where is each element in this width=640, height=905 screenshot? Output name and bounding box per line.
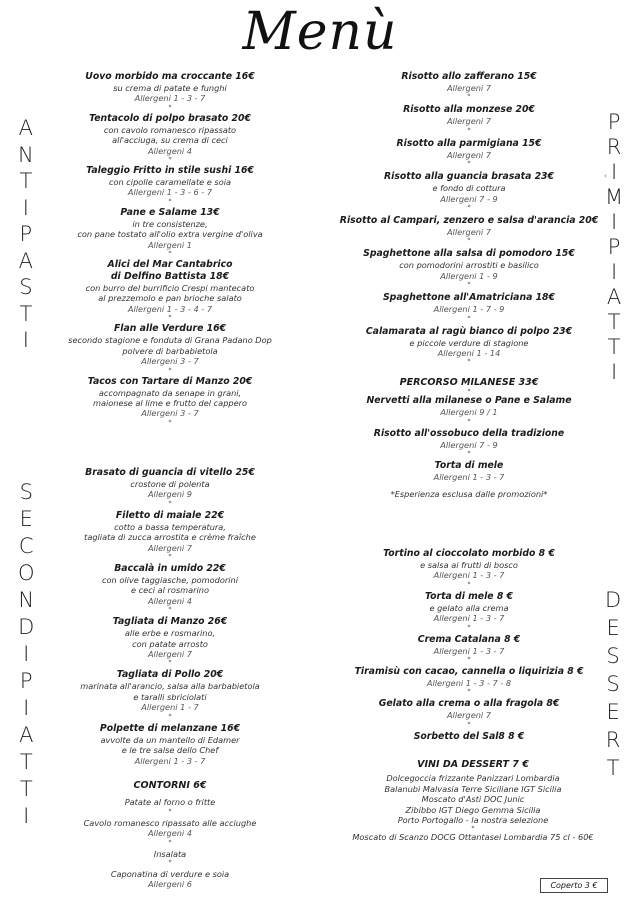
- dish-name: Spaghettone all'Amatriciana 18€: [382, 292, 555, 304]
- allergens-text: Allergeni 7: [446, 710, 492, 721]
- label-letter: N: [18, 588, 35, 612]
- allergens-text: Allergeni 1 - 7 - 9: [433, 304, 505, 315]
- menu-item: [335, 171, 603, 211]
- dish-name: Nervetti alla milanese o Pane e Salame: [366, 395, 572, 407]
- separator-star: *: [168, 553, 172, 561]
- dessert-list: [335, 548, 603, 746]
- separator-star: *: [467, 623, 471, 631]
- separator-star: *: [168, 659, 172, 667]
- allergens-text: Allergeni 7 - 9: [440, 439, 498, 450]
- label-letter: T: [607, 335, 621, 359]
- dish-description: marinata all'arancio, salsa alla barbabietola: [80, 681, 260, 692]
- menu-item: [335, 292, 603, 321]
- label-letter: R: [605, 728, 621, 752]
- wine-item: Moscato d'Asti DOC Junic: [421, 794, 525, 805]
- antipasti-list: [40, 71, 300, 428]
- allergens-text: Allergeni 7 - 9: [440, 193, 498, 204]
- wine-item: Porto Portogallo - la nostra selezione: [397, 815, 549, 826]
- menu-item: [40, 723, 300, 766]
- separator-star: *: [168, 250, 172, 258]
- allergens-text: Allergeni 1 - 7: [141, 702, 199, 713]
- dish-name: Baccalà in umido 22€: [114, 563, 226, 575]
- dish-description: maionese al lime e frutto del cappero: [92, 397, 247, 408]
- label-letter: T: [19, 301, 33, 326]
- separator-star: *: [168, 712, 172, 720]
- separator-star: *: [467, 237, 471, 245]
- separator-star: *: [168, 859, 172, 867]
- menu-item: [40, 165, 300, 205]
- allergens-text: Allergeni 1 - 9: [440, 270, 498, 281]
- dish-description: e piccole verdure di stagione: [409, 337, 529, 348]
- side-name: Cavolo romanesco ripassato alle acciughe: [83, 817, 257, 828]
- side-item: [40, 849, 300, 866]
- allergens-text: Allergeni 1 - 3 - 7: [134, 93, 206, 104]
- side-name: Insalata: [153, 848, 187, 859]
- allergens-text: Allergeni 6: [147, 879, 193, 890]
- label-letter: T: [607, 310, 621, 334]
- separator-star: *: [168, 807, 172, 815]
- label-letter: E: [606, 700, 620, 724]
- separator-star: *: [467, 580, 471, 588]
- dish-description: e ceci al rosmarino: [131, 585, 209, 596]
- dish-name: Risotto al Campari, zenzero e salsa d'arancia 20€: [339, 215, 599, 227]
- menu-item: [335, 395, 603, 424]
- separator-star: *: [168, 103, 172, 111]
- label-letter: A: [18, 116, 34, 140]
- dish-description: con cavolo romanesco ripassato: [103, 124, 237, 135]
- section-label-primi-piatti: [605, 112, 623, 383]
- dish-description: con pomodorini arrostiti e basilico: [399, 260, 539, 271]
- label-letter: D: [605, 588, 622, 612]
- dish-name: Risotto alla guancia brasata 23€: [384, 171, 554, 183]
- dish-description: con patate arrosto: [132, 638, 208, 649]
- allergens-text: Allergeni 1: [147, 239, 193, 250]
- dish-description: e le tre salse dello Chef: [121, 745, 219, 756]
- dish-name: Tagliata di Manzo 26€: [112, 616, 228, 628]
- allergens-text: Allergeni 7: [446, 116, 492, 127]
- menu-item: [40, 376, 300, 426]
- menu-item: [335, 460, 603, 482]
- secondi-list: [40, 467, 300, 769]
- dish-name: Risotto alla parmigiana 15€: [396, 137, 542, 149]
- dish-name: Tiramisù con cacao, cannella o liquirizia 8 €: [354, 666, 584, 678]
- menu-item: [335, 104, 603, 133]
- label-letter: I: [22, 195, 29, 220]
- separator-star: *: [467, 160, 471, 168]
- side-name: Caponatina di verdure e soia: [110, 869, 230, 880]
- separator-star: *: [168, 838, 172, 846]
- dish-name: Tagliata di Pollo 20€: [116, 669, 224, 681]
- label-letter: I: [23, 696, 30, 720]
- dish-description: e fondo di cottura: [432, 183, 506, 194]
- dish-name: Calamarata al ragù bianco di polpo 23€: [365, 325, 573, 337]
- separator-star: *: [467, 126, 471, 134]
- dish-description: secondo stagione e fonduta di Grana Padano Dop: [68, 335, 272, 346]
- menu-item: [40, 510, 300, 560]
- dish-description: e salsa ai frutti di bosco: [420, 560, 518, 570]
- menu-item: [40, 259, 300, 321]
- label-letter: S: [19, 275, 33, 299]
- label-letter: I: [610, 260, 618, 284]
- side-item: [40, 797, 300, 814]
- dish-name: Spaghettone alla salsa di pomodoro 15€: [363, 248, 575, 260]
- menu-item: [40, 467, 300, 507]
- separator-star: *: [467, 688, 471, 696]
- allergens-text: Allergeni 7: [446, 83, 492, 93]
- allergens-text: Allergeni 1 - 3 - 7: [433, 570, 505, 581]
- dish-name: Sorbetto del Sal8 8 €: [413, 730, 525, 742]
- wines-title: VINI DA DESSERT 7 €: [417, 759, 529, 770]
- stray-mark: ‹: [604, 172, 607, 180]
- allergens-text: Allergeni 3 - 7: [141, 408, 199, 419]
- allergens-text: Allergeni 1 - 3 - 4 - 7: [127, 303, 213, 314]
- side-name: Patate al forno o fritte: [124, 797, 216, 808]
- label-letter: E: [606, 616, 620, 640]
- dish-description: e taralli sbriciolati: [133, 691, 207, 702]
- dish-description: alle erbe e rosmarino,: [124, 628, 216, 639]
- label-letter: I: [610, 160, 618, 184]
- label-letter: S: [19, 480, 33, 504]
- allergens-text: Allergeni 1 - 3 - 7: [433, 472, 505, 483]
- contorni-list: [40, 781, 300, 893]
- menu-item: [335, 591, 603, 631]
- allergens-text: Allergeni 1 - 3 - 6 - 7: [127, 187, 213, 198]
- dish-name: Torta di mele 8 €: [424, 590, 514, 602]
- allergens-text: Allergeni 9: [147, 489, 193, 500]
- dish-name: Tortino al cioccolato morbido 8 €: [383, 548, 555, 559]
- wine-item: Dolcegoccia frizzante Panizzari Lombardia: [386, 773, 560, 784]
- separator-star: *: [467, 720, 471, 728]
- label-letter: P: [19, 222, 33, 246]
- label-letter: M: [605, 185, 624, 209]
- allergens-text: Allergeni 7: [147, 542, 193, 553]
- menu-item: [40, 563, 300, 613]
- separator-star: *: [467, 450, 471, 458]
- dish-name: Uovo morbido ma croccante 16€: [85, 71, 255, 82]
- separator-star: *: [467, 388, 471, 396]
- separator-star: *: [467, 314, 471, 322]
- label-letter: D: [18, 615, 35, 639]
- menu-item: [335, 138, 603, 167]
- allergens-text: Allergeni 9 / 1: [440, 407, 498, 418]
- allergens-text: Allergeni 1 - 3 - 7 - 8: [426, 678, 512, 689]
- menu-item: [40, 71, 300, 111]
- menu-item: [335, 731, 603, 743]
- dish-description: con olive taggiasche, pomodorini: [102, 575, 238, 586]
- dish-name: Risotto allo zafferano 15€: [401, 71, 537, 82]
- label-letter: S: [606, 672, 620, 696]
- dish-description: polvere di barbabietola: [122, 345, 218, 356]
- label-letter: S: [606, 644, 620, 668]
- dish-description: al prezzemolo e pan brioche salato: [98, 293, 242, 304]
- label-letter: T: [19, 169, 33, 193]
- section-label-dessert: [605, 590, 621, 779]
- dessert-wines: [320, 756, 626, 843]
- label-letter: A: [19, 723, 34, 747]
- label-letter: O: [18, 561, 35, 585]
- dish-description: con pane tostato all'olio extra vergine d'oliva: [77, 229, 263, 240]
- separator-star: *: [168, 606, 172, 614]
- label-letter: I: [22, 328, 29, 352]
- dish-description: crostone di polenta: [130, 479, 210, 489]
- label-letter: T: [606, 756, 620, 780]
- separator-star: *: [168, 156, 172, 164]
- menu-item: [40, 323, 300, 373]
- dish-description: in tre consistenze,: [132, 218, 208, 229]
- allergens-text: Allergeni 1 - 3 - 7: [134, 755, 206, 766]
- menu-item: [335, 248, 603, 288]
- dish-name: Alici del Mar Cantabrico di Delfino Battista 18€: [107, 259, 233, 283]
- dish-name: Crema Catalana 8 €: [417, 633, 521, 645]
- menu-item: [335, 326, 603, 366]
- allergens-text: Allergeni 3 - 7: [141, 356, 199, 367]
- separator-star: *: [168, 314, 172, 322]
- separator-star: *: [467, 417, 471, 425]
- coperto-box: Coperto 3 €: [540, 878, 608, 893]
- label-letter: I: [610, 360, 618, 384]
- dish-description: con burro del burrificio Crespi mantecato: [85, 283, 255, 294]
- dish-name: Flan alle Verdure 16€: [113, 323, 227, 335]
- menu-item: [40, 113, 300, 163]
- label-letter: P: [19, 669, 33, 693]
- dish-description: accompagnato da senape in grani,: [98, 387, 242, 398]
- separator-star: *: [168, 366, 172, 374]
- label-letter: R: [606, 135, 622, 159]
- menu-item: [335, 634, 603, 663]
- allergens-text: Allergeni 1 - 3 - 7: [433, 613, 505, 624]
- dish-name: Filetto di maiale 22€: [115, 509, 225, 521]
- allergens-text: Allergeni 4: [147, 828, 193, 839]
- menu-item: [335, 215, 603, 244]
- label-letter: C: [18, 534, 34, 558]
- label-letter: I: [610, 210, 618, 234]
- label-letter: N: [18, 142, 34, 167]
- menu-item: [335, 548, 603, 588]
- allergens-text: Allergeni 1 - 3 - 7: [433, 645, 505, 656]
- separator-star: *: [467, 656, 471, 664]
- dish-description: su crema di patate e funghi: [113, 83, 227, 93]
- dish-name: Risotto all'ossobuco della tradizione: [373, 427, 565, 439]
- dish-name: Taleggio Fritto in stile sushi 16€: [86, 165, 254, 177]
- menu-item: [40, 669, 300, 719]
- dish-description: e gelato alla crema: [429, 602, 509, 613]
- separator-star: *: [467, 93, 471, 101]
- separator-star: *: [168, 499, 172, 507]
- menu-item: [335, 666, 603, 695]
- label-letter: P: [607, 235, 621, 259]
- label-letter: P: [607, 110, 621, 134]
- allergens-text: Allergeni 7: [446, 149, 492, 160]
- separator-star: *: [168, 197, 172, 205]
- dish-name: Polpette di melanzane 16€: [99, 722, 241, 734]
- menu-item: [335, 71, 603, 100]
- percorso-note: *Esperienza esclusa dalle promozioni*: [390, 488, 548, 499]
- percorso-title: PERCORSO MILANESE 33€: [399, 377, 539, 388]
- menu-title: Menù: [242, 2, 398, 62]
- label-letter: I: [23, 642, 30, 666]
- contorni-title: CONTORNI 6€: [133, 780, 207, 791]
- label-letter: A: [18, 248, 34, 273]
- dish-description: tagliata di zucca arrostita e crème fraîche: [84, 532, 256, 543]
- dish-name: Brasato di guancia di vitello 25€: [85, 467, 255, 478]
- label-letter: E: [19, 507, 33, 531]
- wine-item-extra: Moscato di Scanzo DOCG Ottantasei Lombardia 75 cl - 60€: [352, 832, 594, 843]
- allergens-text: Allergeni 1 - 14: [437, 348, 501, 359]
- side-item: [40, 818, 300, 846]
- side-item: [40, 869, 300, 890]
- dish-name: Torta di mele: [434, 460, 504, 472]
- section-label-antipasti: [18, 118, 34, 351]
- wine-item: Balanubi Malvasia Terre Siciliane IGT Sicilia: [384, 783, 562, 794]
- label-letter: I: [23, 804, 30, 828]
- allergens-text: Allergeni 7: [446, 227, 492, 238]
- section-label-secondi-piatti: [18, 482, 35, 827]
- separator-star: *: [467, 358, 471, 366]
- menu-item: [335, 698, 603, 727]
- menu-item: [40, 616, 300, 666]
- allergens-text: Allergeni 7: [147, 649, 193, 660]
- allergens-text: Allergeni 4: [147, 595, 193, 606]
- wine-item: Zibibbo IGT Diego Gemma Sicilia: [405, 804, 541, 815]
- separator-star: *: [467, 281, 471, 289]
- percorso-milanese: [335, 378, 603, 499]
- dish-name: Pane e Salame 13€: [120, 206, 220, 218]
- separator-star: *: [168, 418, 172, 426]
- dish-description: con cipolle caramellate e soia: [108, 177, 231, 188]
- dish-description: avvolte da un mantello di Edamer: [100, 734, 240, 745]
- label-letter: A: [606, 285, 622, 309]
- label-letter: T: [19, 750, 33, 774]
- dish-name: Tentacolo di polpo brasato 20€: [89, 112, 251, 124]
- dish-description: cotto a bassa temperatura,: [114, 521, 226, 532]
- dish-description: all'acciuga, su crema di ceci: [112, 135, 228, 146]
- dish-name: Tacos con Tartare di Manzo 20€: [87, 375, 253, 387]
- menu-item: [335, 428, 603, 457]
- primi-list: [335, 71, 603, 369]
- allergens-text: Allergeni 4: [147, 145, 193, 156]
- dish-name: Gelato alla crema o alla fragola 8€: [378, 698, 560, 710]
- label-letter: T: [19, 777, 33, 801]
- dish-name: Risotto alla monzese 20€: [403, 104, 535, 116]
- separator-star: *: [471, 825, 475, 833]
- menu-item: [40, 207, 300, 257]
- separator-star: *: [467, 204, 471, 212]
